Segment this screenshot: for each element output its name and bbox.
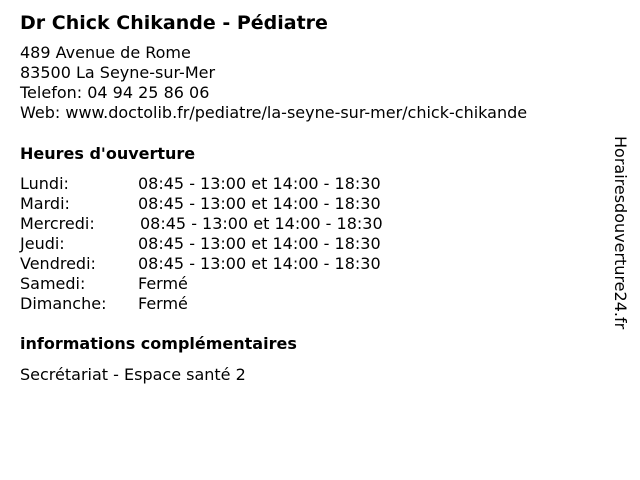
hours-value: 08:45 - 13:00 et 14:00 - 18:30 [138, 254, 381, 273]
website-link[interactable]: Web: www.doctolib.fr/pediatre/la-seyne-sur-mer/chick-chikande [20, 103, 528, 122]
hours-day: Vendredi: [20, 254, 96, 273]
hours-value: 08:45 - 13:00 et 14:00 - 18:30 [138, 194, 381, 213]
page-title: Dr Chick Chikande - Pédiatre [20, 12, 328, 34]
hours-day: Dimanche: [20, 294, 107, 313]
hours-value: Fermé [138, 294, 188, 313]
hours-day: Jeudi: [20, 234, 65, 253]
hours-value: 08:45 - 13:00 et 14:00 - 18:30 [140, 214, 383, 233]
street-address: 489 Avenue de Rome [20, 43, 191, 62]
hours-day: Lundi: [20, 174, 69, 193]
site-watermark: Horairesdouverture24.fr [611, 136, 630, 330]
hours-value: 08:45 - 13:00 et 14:00 - 18:30 [138, 174, 381, 193]
info-heading: informations complémentaires [20, 334, 297, 353]
hours-day: Mardi: [20, 194, 70, 213]
hours-day: Mercredi: [20, 214, 95, 233]
info-text: Secrétariat - Espace santé 2 [20, 365, 246, 384]
hours-value: Fermé [138, 274, 188, 293]
hours-day: Samedi: [20, 274, 86, 293]
hours-heading: Heures d'ouverture [20, 144, 196, 163]
hours-value: 08:45 - 13:00 et 14:00 - 18:30 [138, 234, 381, 253]
phone-number: Telefon: 04 94 25 86 06 [20, 83, 210, 102]
city-address: 83500 La Seyne-sur-Mer [20, 63, 216, 82]
address-block [20, 43, 527, 123]
